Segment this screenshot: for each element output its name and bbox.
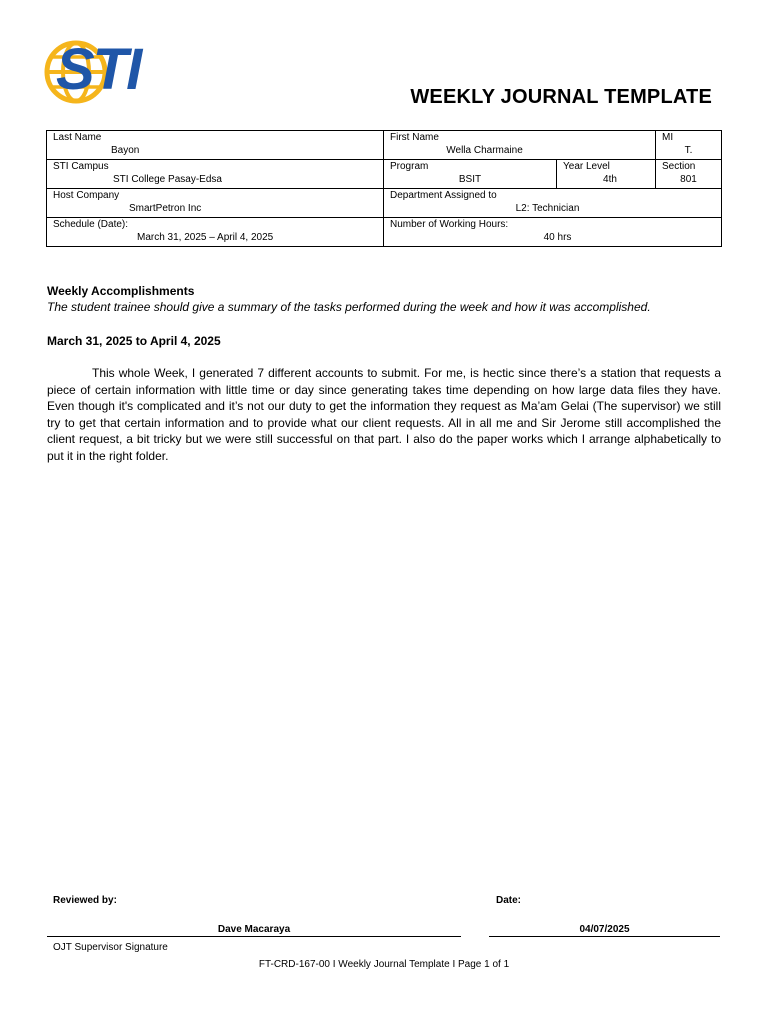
last-name-label: Last Name — [53, 132, 102, 143]
mi-value: T. — [684, 145, 693, 156]
hours-value: 40 hrs — [543, 232, 572, 243]
last-name-value: Bayon — [111, 145, 140, 156]
program-cell — [384, 160, 557, 189]
hours-label: Number of Working Hours: — [390, 219, 509, 230]
info-row-schedule — [47, 218, 722, 247]
campus-label: STI Campus — [53, 161, 109, 172]
info-row-company — [47, 189, 722, 218]
document-title: WEEKLY JOURNAL TEMPLATE — [410, 86, 712, 108]
info-row-campus — [47, 160, 722, 189]
campus-cell — [47, 160, 384, 189]
section-label: Section — [662, 161, 696, 172]
campus-value: STI College Pasay-Edsa — [113, 174, 222, 185]
student-info-table — [46, 130, 722, 247]
week-date-range: March 31, 2025 to April 4, 2025 — [47, 334, 221, 348]
host-company-cell — [47, 189, 384, 218]
page-footer: FT-CRD-167-00 I Weekly Journal Template I Page 1 of 1 — [258, 959, 510, 970]
host-company-label: Host Company — [53, 190, 120, 201]
signature-caption: OJT Supervisor Signature — [53, 942, 168, 953]
department-value: L2: Technician — [515, 203, 580, 214]
accomplishments-heading: Weekly Accomplishments — [47, 284, 195, 298]
host-company-value: SmartPetron Inc — [129, 203, 202, 214]
year-level-label: Year Level — [563, 161, 610, 172]
department-cell — [384, 189, 722, 218]
first-name-cell — [384, 131, 656, 160]
logo-wordmark: STI — [56, 37, 141, 102]
section-value: 801 — [680, 174, 697, 185]
first-name-label: First Name — [390, 132, 439, 143]
reviewed-by-label: Reviewed by: — [53, 895, 117, 906]
info-row-name — [47, 131, 722, 160]
year-level-cell — [557, 160, 656, 189]
schedule-value: March 31, 2025 – April 4, 2025 — [137, 232, 274, 243]
hours-cell — [384, 218, 722, 247]
date-label: Date: — [496, 895, 522, 906]
review-date: 04/07/2025 — [489, 924, 720, 937]
accomplishments-instruction: The student trainee should give a summary of the tasks performed during the week and how it was accomplished. — [47, 300, 651, 314]
first-name-value: Wella Charmaine — [446, 145, 523, 156]
schedule-cell — [47, 218, 384, 247]
department-label: Department Assigned to — [390, 190, 497, 201]
year-level-value: 4th — [603, 174, 617, 185]
schedule-label: Schedule (Date): — [53, 219, 129, 230]
accomplishments-body: This whole Week, I generated 7 different accounts to submit. For me, is hectic since there’s a station that requests a piece of certain information with little time or day since generating takes time depending on how large data files they have. Even though it's complicated and it’s not our duty to get the information they request as Ma’am Gelai (The supervisor) we still try to get that certain information and to provide what our client requests. All in all me and Sir Jerome still accomplished the client request, a bit tricky but we were still successful on that part. I also do the paper works which I arrange alphabetically to put it in the right folder. — [47, 366, 721, 463]
program-label: Program — [390, 161, 429, 172]
program-value: BSIT — [458, 174, 482, 185]
last-name-cell — [47, 131, 384, 160]
mi-label: MI — [662, 132, 674, 143]
reviewer-name: Dave Macaraya — [47, 924, 461, 937]
mi-cell — [656, 131, 722, 160]
section-cell — [656, 160, 722, 189]
